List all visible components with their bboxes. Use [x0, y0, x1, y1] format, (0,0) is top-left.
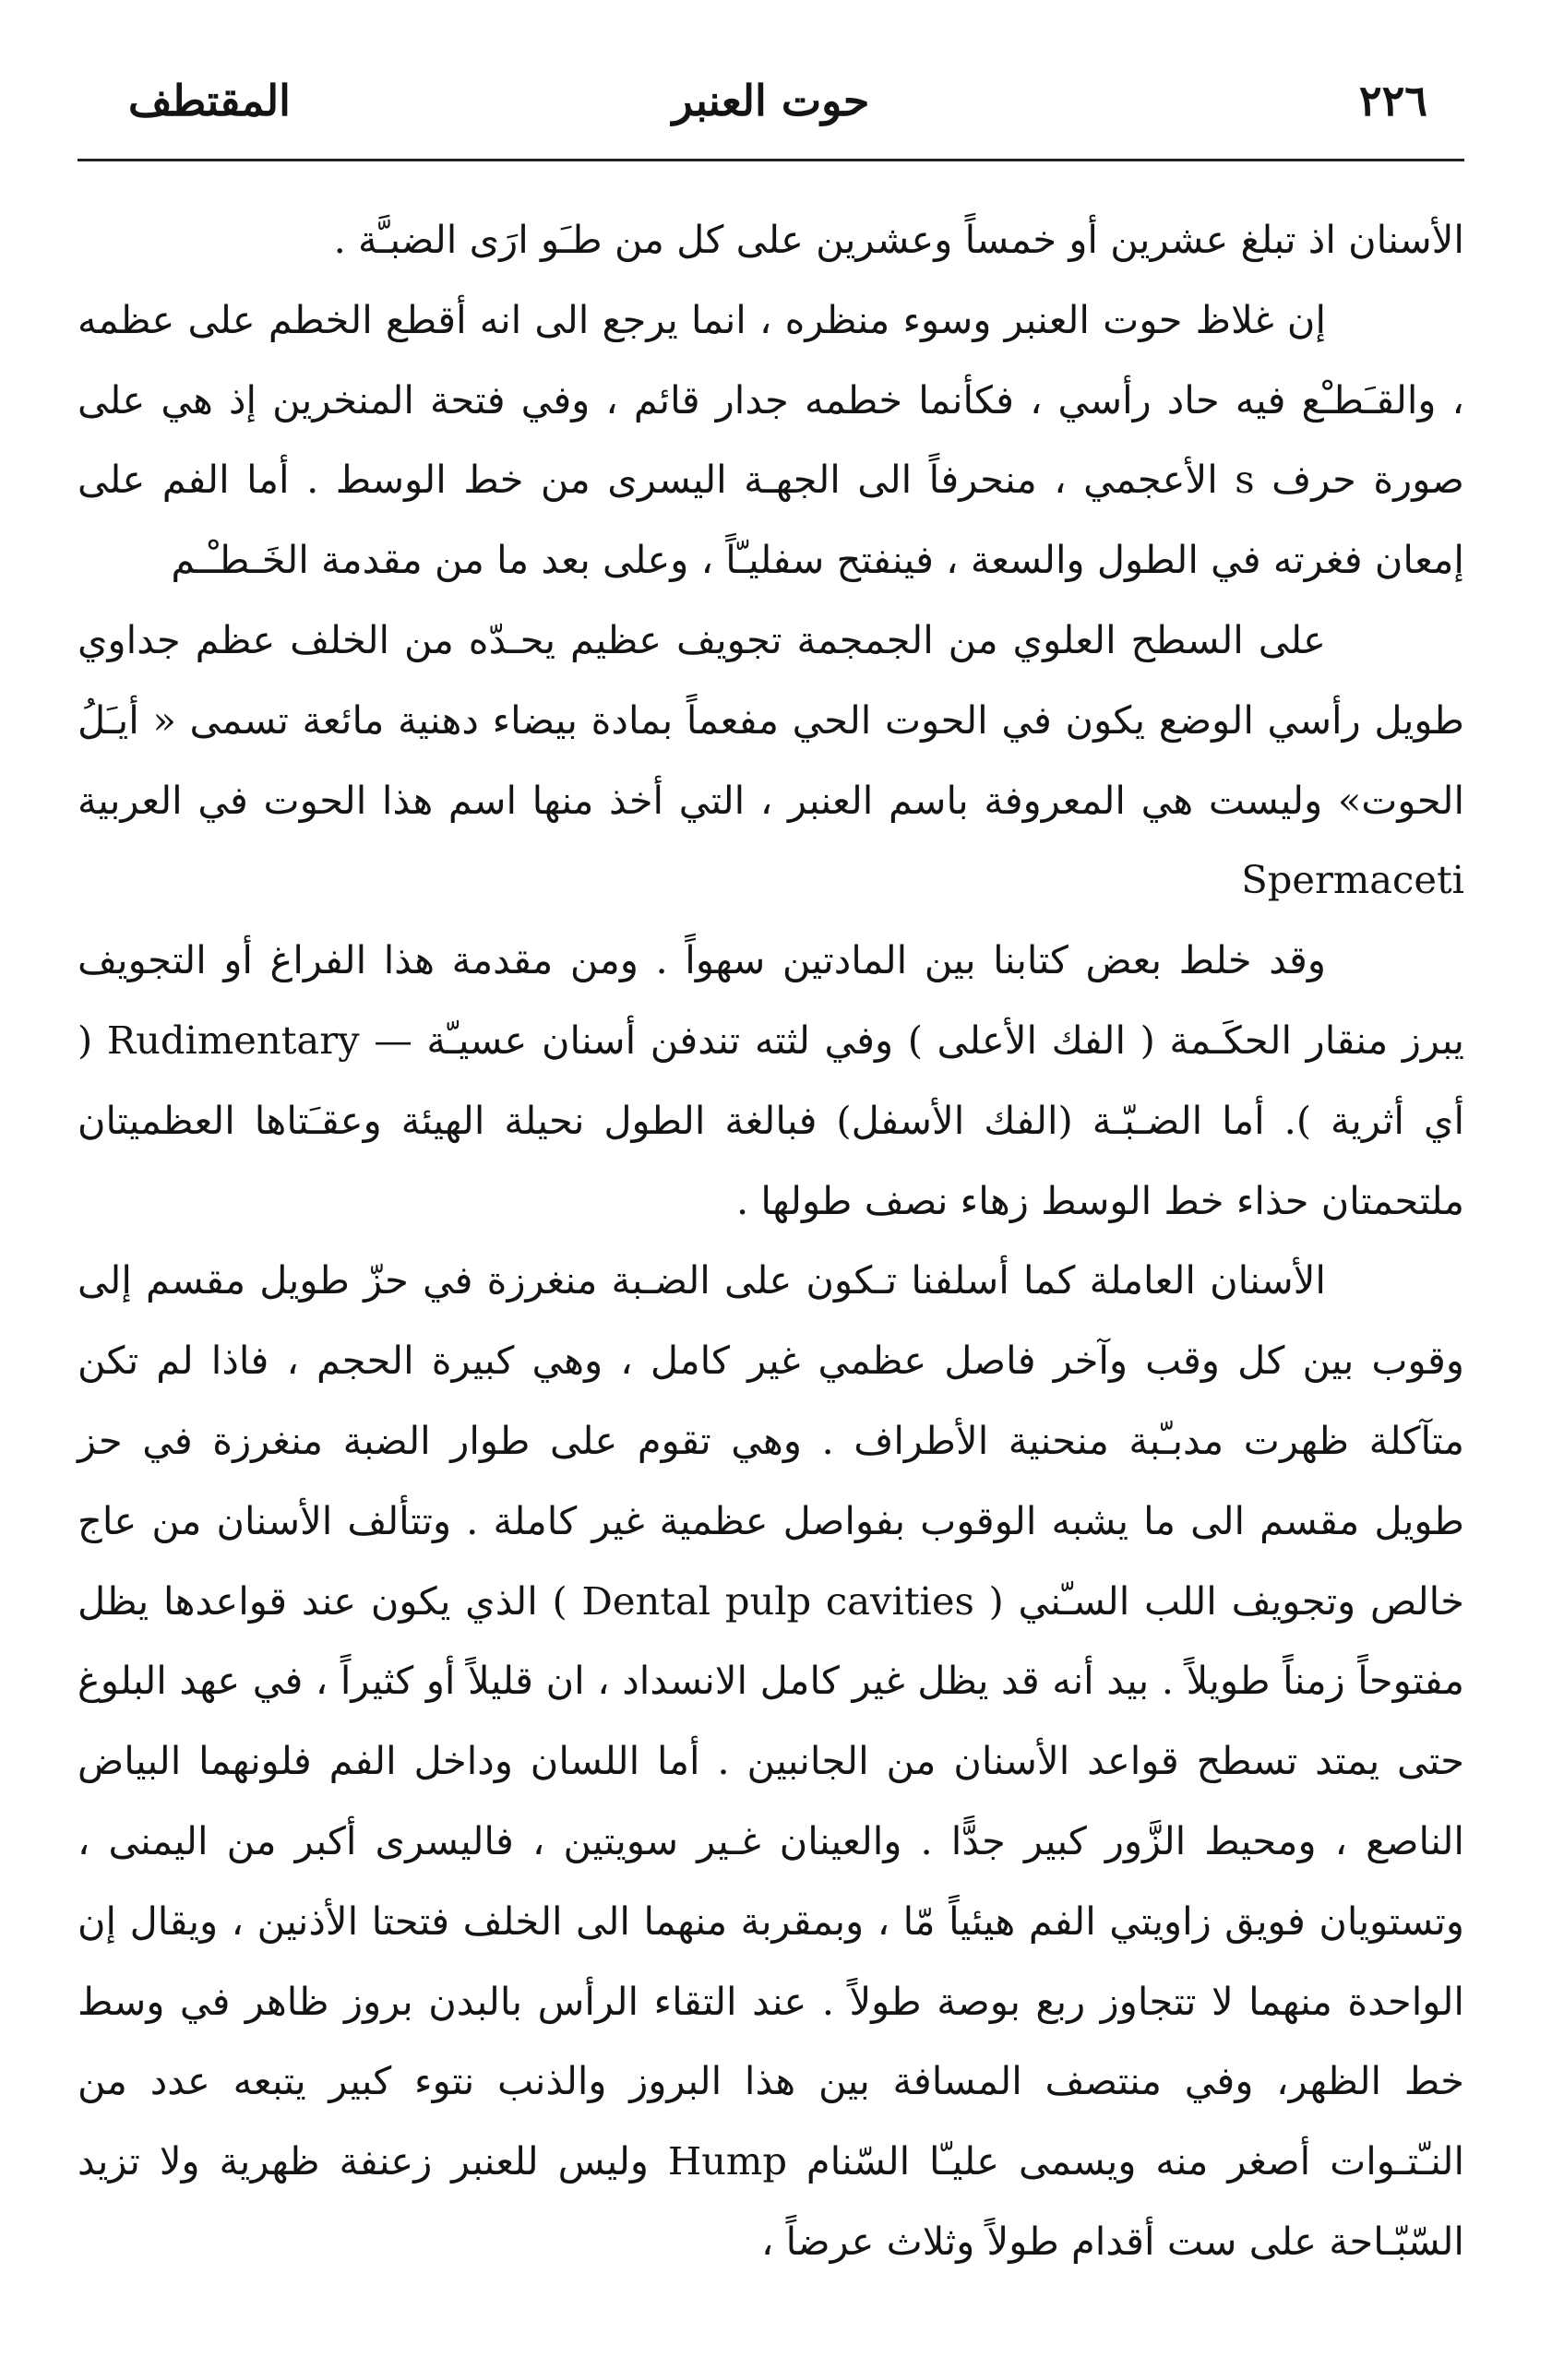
- article-body: [78, 200, 1464, 2282]
- paragraph: إن غلاظ حوت العنبر وسوء منظره ، انما يرجع الى انه أقطع الخطم على عظمه ، والقـَطـْع فيه حاد رأسي ، فكأنما خطمه جدار قائم ، وفي فتحة المنخرين إذ هي على صورة حرف s الأعجمي ، منحرفاً الى الجهـة اليسرى من خط الوسط . أما الفم على إمعان فغرته في الطول والسعة ، فينفتح سفليـّاً ، وعلى بعد ما من مقدمة الخَـطـْـم: [78, 296, 1465, 583]
- running-header: [78, 72, 1464, 146]
- header-rule: [78, 159, 1464, 161]
- paragraph: على السطح العلوي من الجمجمة تجويف عظيم يحـدّه من الخلف عظم جداوي طويل رأسي الوضع يكون في الحوت الحي مفعماً بمادة بيضاء دهنية مائعة تسمى « أيـَلُ الحوت» وليست هي المعروفة باسم العنبر ، التي أخذ منها اسم هذا الحوت في العربية Spermaceti: [78, 616, 1464, 903]
- paragraph: الأسنان اذ تبلغ عشرين أو خمساً وعشرين على كل من طـَو ارَى الضبـَّة .: [333, 217, 1464, 262]
- paragraph: وقد خلط بعض كتابنا بين المادتين سهواً . ومن مقدمة هذا الفراغ أو التجويف يبرز منقار الحكَـمة ( الفك الأعلى ) وفي لثته تندفن أسنان عسيـّة — Rudimentary ( أي أثرية ). أما الضـبّـة (الفك الأسفل) فبالغة الطول نحيلة الهيئة وعقـَتاها العظميتان ملتحمتان حذاء خط الوسط زهاء نصف طولها .: [78, 937, 1464, 1223]
- article-title: حوت العنبر: [672, 76, 870, 125]
- journal-name: المقتطف: [128, 76, 291, 125]
- page-number: ٢٢٦: [1358, 76, 1427, 125]
- paragraph: الأسنان العاملة كما أسلفنا تـكون على الضـبة منغرزة في حزّ طويل مقسم إلى وقوب بين كل وقب وآخر فاصل عظمي غير كامل ، وهي كبيرة الحجم ، فاذا لم تكن متآكلة ظهرت مدبـّبة منحنية الأطراف . وهي تقوم على طوار الضبة منغرزة في حز طويل مقسم الى ما يشبه الوقوب بفواصل عظمية غير كاملة . وتتألف الأسنان من عاج خالص وتجويف اللب السـّني ( Dental pulp cavities ) الذي يكون عند قواعدها يظل مفتوحاً زمناً طويلاً . بيد أنه قد يظل غير كامل الانسداد ، ان قليلاً أو كثيراً ، في عهد البلوغ حتى يمتد تسطح قواعد الأسنان من الجانبين . أما اللسان وداخل الفم فلونهما البياض الناصع ، ومحيط الزَّور كبير جدًّا . والعينان غـير سويتين ، فاليسرى أكبر من اليمنى ، وتستويان فويق زاويتي الفم هيئياً مّا ، وبمقربة منهما الى الخلف فتحتا الأذنين ، ويقال إن الواحدة منهما لا تتجاوز ربع بوصة طولاً . عند التقاء الرأس بالبدن بروز ظاهر في وسط خط الظهر، وفي منتصف المسافة بين هذا البروز والذنب نتوء كبير يتبعه عدد من النـّتـوات أصغر منه ويسمى عليـّا السّنام Hump وليس للعنبر زعنفة ظهرية ولا تزيد السّبّـاحة على ست أقدام طولاً وثلاث عرضاً ،: [78, 1257, 1464, 2264]
